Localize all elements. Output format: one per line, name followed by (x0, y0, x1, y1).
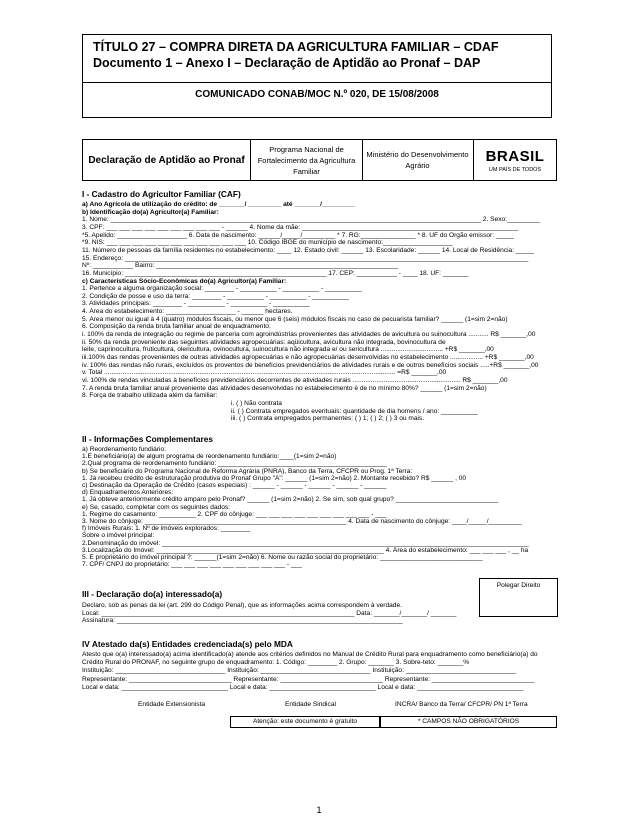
section1-line: 2. Condição de posse e uso da terra: ________ - __________ - __________ - __________ (82, 292, 349, 300)
section1-line: iii. ( ) Contrata empregados permanentes: ( ) 1; ( ) 2; ( ) 3 ou mais. (231, 415, 425, 423)
section1-line: i. ( ) Não contrata (231, 399, 282, 407)
section2-line: 5. É proprietário do imóvel principal ?: ______(1=sim 2=não) 6. Nome ou razão social do proprietário: ____________________________ (82, 554, 483, 561)
section2-line: 1. Regime do casamento: __________ 2. CPF do cônjuge: ___ ___ ___ ___ ___ ___ ___ ___ ___ - ___ (82, 510, 387, 518)
section1-line: i. 100% da renda de integração ou regime de parceria com agroindústrias provenientes das atividades de avicultura ou suinocultura ........... R$ _______,00 (82, 331, 536, 339)
section1-line: 11. Número de pessoas da família residentes no estabelecimento: ____ 12. Estado civil: ______ 13. Escolaridade: ______ 14. Local de Residência: _____ (82, 246, 535, 254)
entidade-extensionista-label: Entidade Extensionista (138, 701, 206, 708)
section-2-title: II - Informações Complementares (82, 434, 213, 444)
section-3-title: III - Declaração do(a) interessado(a) (82, 589, 223, 599)
section1-line: Nº: ___________ Bairro: __________________________________________________________________ (82, 262, 399, 270)
title-divider (83, 82, 551, 83)
brasil-logo-tagline: UM PAÍS DE TODOS (488, 166, 542, 173)
campos-nao-obrigatorios-notice (380, 716, 557, 728)
section1-line: 15. Endereço: ______________________________________________________________________________________________________________ (82, 254, 529, 262)
section1-line: a) Ano Agrícola de utilização do crédito: de _______/ _________ até _______/_________ (82, 201, 355, 208)
brasil-logo-text: BRASIL (485, 147, 545, 165)
form-header (82, 139, 557, 181)
brasil-logo (474, 140, 556, 180)
document-subtitle: Documento 1 – Anexo I – Declaração de Aptidão ao Pronaf – DAP (93, 56, 481, 70)
section2-line: 1.É beneficiário(a) de algum programa de reordenamento fundiário:____(1=sim 2=não) (82, 453, 337, 461)
gratuito-notice (230, 716, 380, 728)
section1-line: iv. 100% das rendas não rurais, excluídos os proventos de benefícios previdenciários de atividades rurais e de outros benefícios sociais .....+R$ _______,00 (82, 361, 539, 369)
section4-line: Atesto que o(a) interessado(a) acima identificado(a) atende aos critérios definidos no Manual de Crédito Rural para enquadramento como beneficiário(a) do (82, 651, 538, 658)
section2-line: 1. Já obteve anteriormente crédito amparo pelo Pronaf? ______ (1=sim 2=não) 2. Se sim, sob qual grupo? ____________________________ (82, 496, 499, 504)
section2-line: e) Se, casado, completar com os seguintes dados: (82, 503, 231, 511)
section2-line: 7. CPF/ CNPJ do proprietário: ___ ___ ___ ___ ___ ___ ___ ___ ___ - ___ (82, 561, 302, 569)
section1-line: b) Identificação do(a) Agricultor(a) Familiar: (82, 208, 219, 216)
section1-line: 4. Área do estabelecimento: ___________________ - ______ hectares. (82, 308, 293, 316)
section1-line: ii. ( ) Contrata empregados eventuais: quantidade de dia homens / ano: __________ (231, 407, 478, 415)
section1-line: 8. Força de trabalho utilizada além da familiar: (82, 392, 218, 400)
section1-line: leite, caprinocultura, fruticultura, olericultura, ovinocultura, suinocultura não integrada e/ ou sericultura .................................. +R$ _______,00 (82, 346, 494, 354)
declaracao-heading: Declaração de Aptidão ao Pronaf (83, 140, 251, 180)
section2-line: 1. Já recebeu crédito de estruturação produtiva do Pronaf Grupo "A": ______ (1=sim 2=não) 2. Montante recebido? R$ ______ , 00 (82, 474, 467, 482)
polegar-direito-label: Polegar Direito (496, 582, 541, 589)
section1-line: 1. Nome: _____________________________________________________________________________________________________ 2. Sexo:_________ (82, 216, 540, 224)
section4-line: Crédito Rural do PRONAF, no seguinte grupo de enquadramento: 1. Código: ________ 2. Grupo: _______ 3. Sobre-teto: _______% (82, 659, 470, 667)
ministerio-label: Ministério do Desenvolvimento Agrário (362, 140, 473, 180)
entidade-incra-label: INCRA/ Banco da Terra/ CFCPR/ PN 1ª Terra (395, 701, 528, 708)
comunicado-label: COMUNICADO CONAB/MOC N.º 020, DE 15/08/2008 (195, 89, 439, 100)
section1-line: iii.100% das rendas provenientes de outras atividades agropecuárias e não agropecuárias desenvolvidas no estabelecimento .................. +R$ _______,00 (82, 354, 534, 361)
section2-line: b) Se beneficiário do Programa Nacional de Reforma Agrária (PNRA), Banco da Terra, CFCPR ou Prog. 1ª Terra: (82, 467, 413, 475)
section2-line: Sobre o imóvel principal: (82, 532, 155, 540)
section3-line: Declaro, sob as penas da lei (art. 299 do Código Penal), que as informações acima correspondem à verdade. (82, 602, 402, 609)
section3-line: Assinatura: ______________________________________________________________________________ (82, 617, 403, 625)
section1-line: 3. Atividades principais: ________ - __________ - __________ - __________ (82, 300, 310, 308)
section1-line: 6. Composição da renda bruta familiar anual de enquadramento: (82, 323, 271, 331)
gratuito-text: Atenção: este documento é gratuito (252, 718, 358, 725)
section-4-title: IV Atestado da(s) Entidades credenciada(s) pelo MDA (82, 639, 293, 649)
programa-label: Programa Nacional de Fortalecimento da Agricultura Familiar (257, 144, 356, 176)
section2-line: a) Reordenamento fundiário: (82, 446, 166, 453)
title-box (82, 34, 552, 118)
section1-line: *9. NIS: ___ ___ ___ ___ ___ ___ ___ ___ ___ ___ ___ 10. Código IBGE do município de nascimento:___________________ (82, 239, 453, 247)
campos-nao-obrigatorios-text: * CAMPOS NÃO OBRIGATÓRIOS (417, 718, 520, 725)
agency-cells (251, 140, 474, 180)
section1-line: vi. 100% de rendas vinculadas à benefícios previdenciários decorrentes de atividades rurais ........................................................... R$ _______,00 (82, 376, 508, 384)
section4-line: Instituição: ______________________________ Instituição: ______________________________ Instituição: ______________________________ (82, 667, 516, 675)
section4-line: Representante: ____________________________ Representante: ____________________________ Representante: ____________________________ (82, 675, 535, 683)
section2-line: f) Imóveis Rurais: 1. Nº de imóveis explorados: ________ (82, 525, 251, 533)
section1-line: *5. Apelido: ___________________ 6. Data de nascimento: ______/_____/_________ * 7. RG:_______________ * 8. UF do Órgão emissor: _____ (82, 231, 515, 239)
section1-line: c) Características Sócio-Econômicas do(a) Agricultor(a) Familiar: (82, 277, 287, 285)
section3-line: Local: _____________________________________________________________________ Data: _______/_______/ _______ (82, 609, 457, 617)
page-number: 1 (316, 805, 322, 815)
section1-line: 5. Área menor ou igual à 4 (quatro) módulos fiscais, ou menor que 6 (seis) módulos fiscais no caso de pecuarista familiar? ______ (1=sim 2=não) (82, 315, 508, 323)
entidade-sindical-label: Entidade Sindical (285, 701, 336, 708)
section1-line: ii. 50% da renda proveniente das seguintes atividades agropecuárias: aqüicultura, avicultura não integrada, bovinocultura de (82, 338, 446, 346)
section2-line: 2.Qual programa de reordenamento fundiário: ______________________________________________ (82, 460, 387, 468)
section1-line: 7. A renda bruta familiar anual proveniente das atividades desenvolvidas no estabelecimento é de no mínimo 80%? ______ (1=sim 2=não) (82, 384, 487, 392)
section-1-title: I - Cadastro do Agricultor Familiar (CAF) (82, 189, 241, 199)
section4-line: Local e data: _____________________________ Local e data: _____________________________ Local e data: _____________________________ (82, 683, 524, 691)
section1-line: 1. Pertence a alguma organização social: ________ - __________ - __________ - __________ (82, 285, 362, 293)
section2-line: 3.Localização do Imóvel: ______________________________________________________________ 4. Área do estabelecimento: ___ ___ ___ , __ ha (82, 546, 529, 554)
document-title: TÍTULO 27 – COMPRA DIRETA DA AGRICULTURA FAMILIAR – CDAF (93, 40, 499, 54)
section2-line: 2.Denominação do imóvel: ____________________________________________________________________________________________________ (82, 539, 529, 547)
section2-line: d) Enquadramentos Anteriores: (82, 489, 174, 497)
section1-line: v. Total ............................................................................................................................................................... =R$ _______,00 (82, 369, 447, 377)
section1-line: 3. CPF: ___ ___ ___ ___ ___ ___ ___ ___ ___ - ______ 4. Nome da mãe: ___________________________________________________________ (82, 223, 519, 231)
section2-line: 3. Nome do cônjuge: _______________________________________________________ 4. Data de nascimento do cônjuge: ____/_____/_________ (82, 518, 522, 525)
section2-line: c) Destinação da Operação de Crédito (casos especiais) : ______ - ______ - ______ - ______ - ______ (82, 482, 387, 489)
section1-line: 16. Município: _______________________________________________________ 17. CEP: ___________ - ____ 18. UF: _______ (82, 269, 469, 277)
